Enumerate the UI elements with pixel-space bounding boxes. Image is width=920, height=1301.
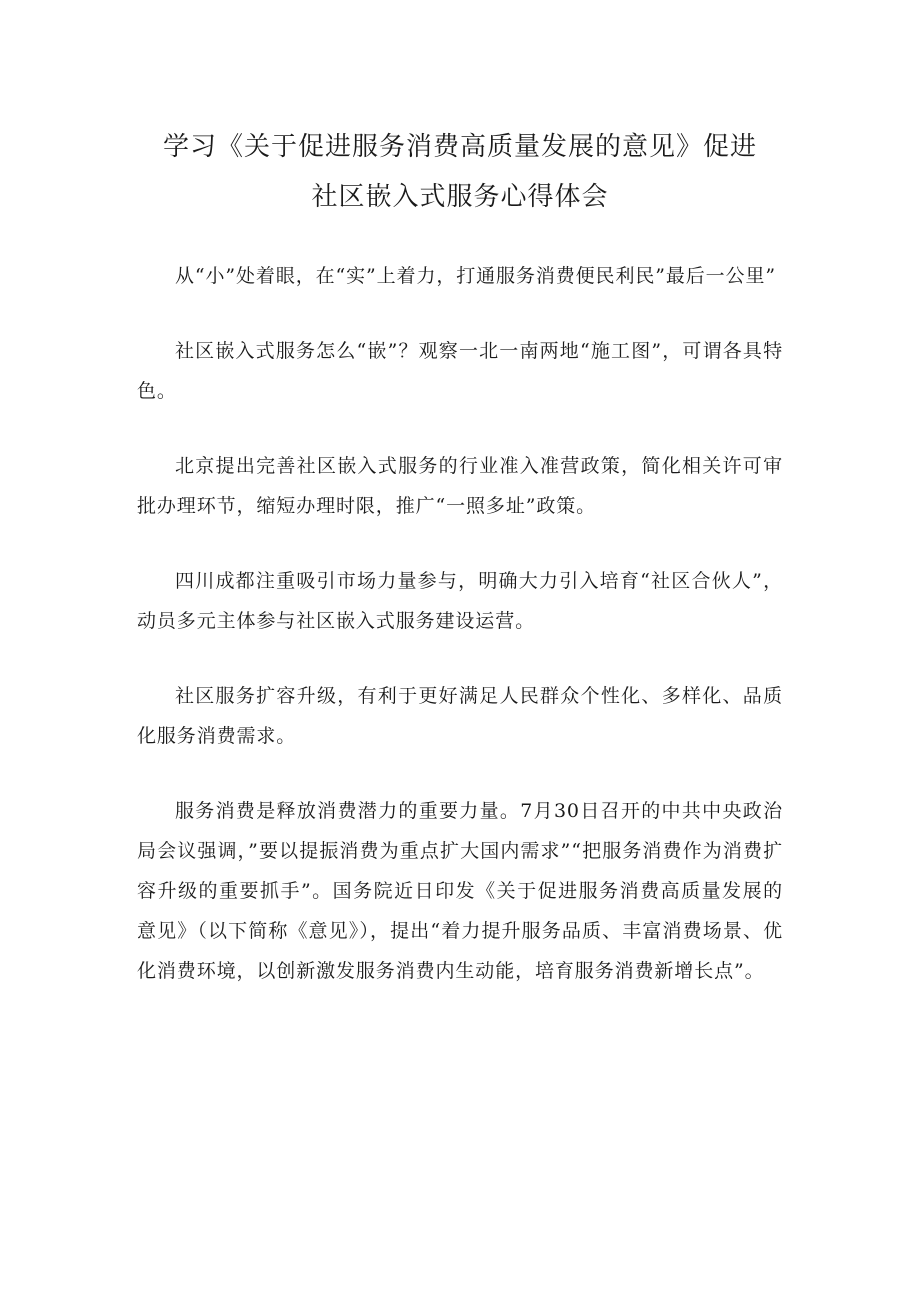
paragraph: 社区服务扩容升级，有利于更好满足人民群众个性化、多样化、品质化服务消费需求。: [137, 685, 783, 747]
paragraph: 四川成都注重吸引市场力量参与，明确大力引入培育“社区合伙人”，动员多元主体参与社区嵌入式服务建设运营。: [137, 570, 783, 632]
paragraph: 服务消费是释放消费潜力的重要力量。7月30日召开的中共中央政治局会议强调，”要以提振消费为重点扩大国内需求”“把服务消费作为消费扩容升级的重要抓手”。国务院近日印发《关于促进服务消费高质量发展的意见》（以下简称《意见》），提出“着力提升服务品质、丰富消费场景、优化消费环境，以创新激发服务消费内生动能，培育服务消费新增长点”。: [137, 800, 783, 982]
paragraph: 从“小”处着眼，在“实”上着力，打通服务消费便民利民”最后一公里”: [175, 265, 776, 287]
title-line-1: 学习《关于促进服务消费高质量发展的意见》促进: [162, 132, 757, 162]
paragraph: 北京提出完善社区嵌入式服务的行业准入准营政策，简化相关许可审批办理环节，缩短办理时限，推广“一照多址”政策。: [137, 455, 783, 517]
document-body: [137, 256, 783, 991]
document-title: [137, 122, 783, 222]
title-line-2: 社区嵌入式服务心得体会: [311, 182, 609, 212]
paragraph: 社区嵌入式服务怎么“嵌”？观察一北一南两地“施工图”，可谓各具特色。: [137, 340, 783, 402]
